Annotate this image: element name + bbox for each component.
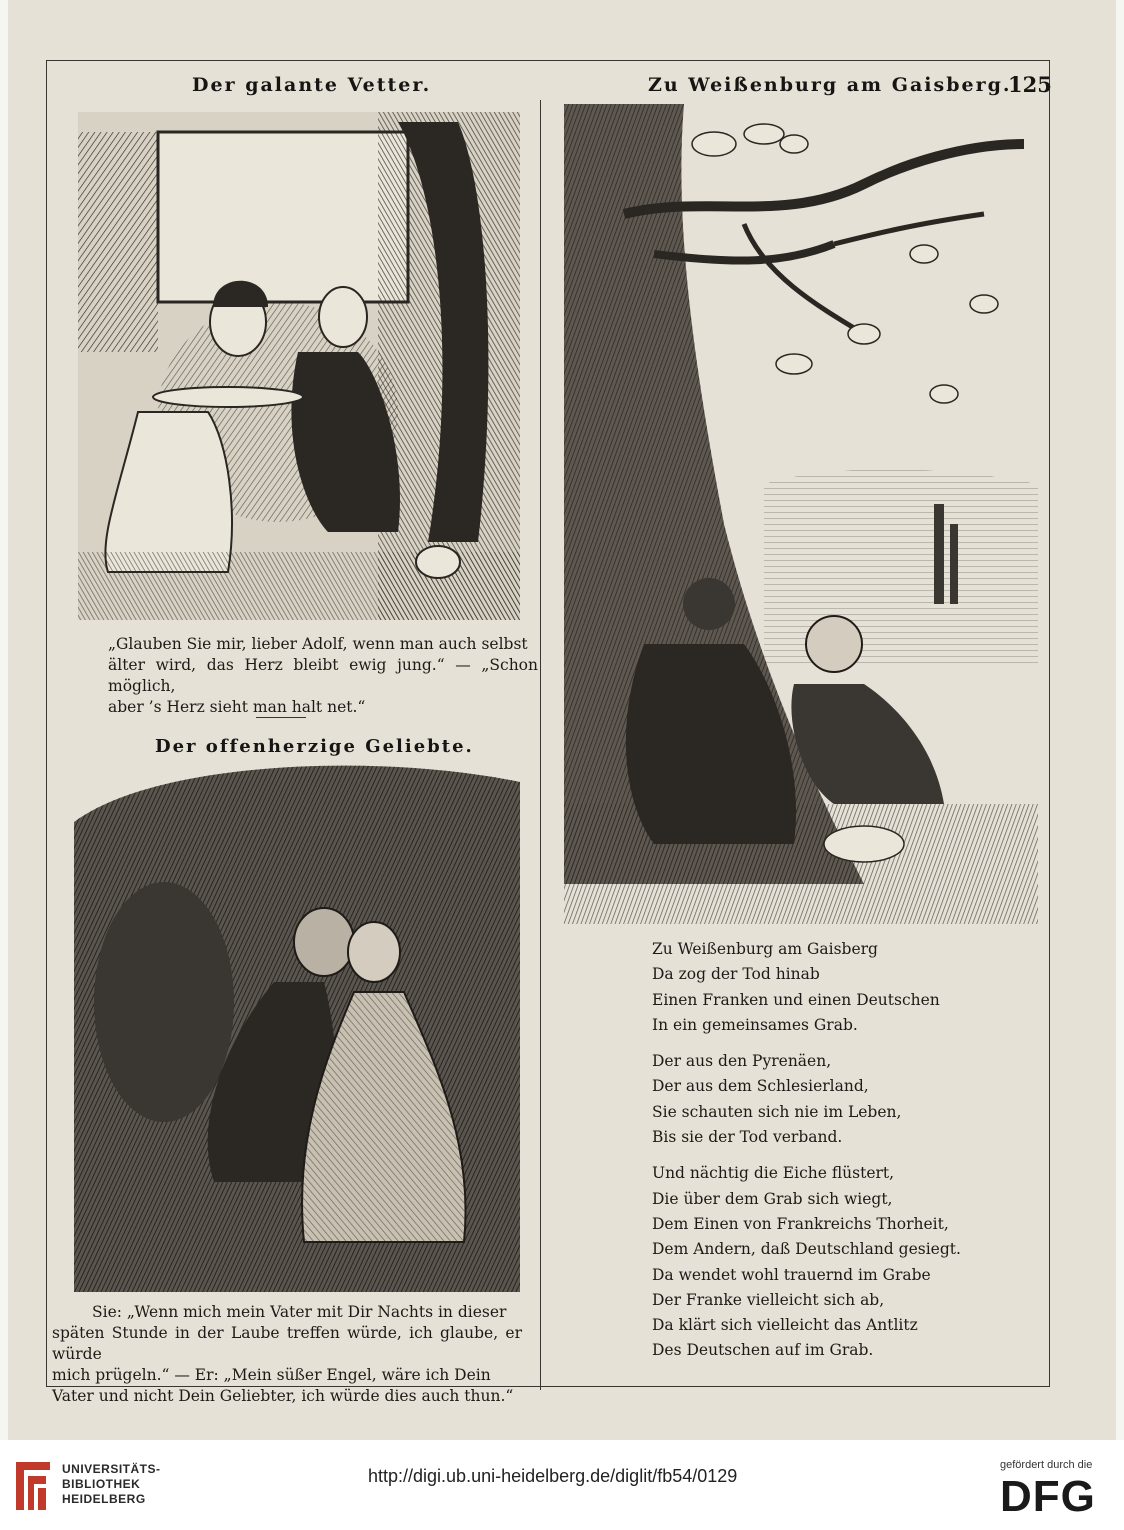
poem-line: Bis sie der Tod verband. — [652, 1128, 843, 1147]
section-title-offenherzige: Der offenherzige Geliebte. — [155, 736, 474, 757]
illustration-oak-tree-grave — [564, 104, 1038, 924]
caption-line: Vater und nicht Dein Geliebter, ich würde dies auch thun.“ — [52, 1387, 514, 1405]
library-name — [62, 1462, 161, 1507]
poem-line: Des Deutschen auf im Grab. — [652, 1341, 874, 1360]
dfg-logo: DFG — [1000, 1472, 1096, 1521]
poem-line: In ein gemeinsames Grab. — [652, 1015, 858, 1034]
poem-line: Die über dem Grab sich wiegt, — [652, 1189, 893, 1208]
poem-stanza-4 — [652, 1263, 952, 1364]
poem-stanza-3 — [652, 1161, 961, 1262]
illustration-couple-at-table — [78, 112, 520, 620]
caption-line: „Glauben Sie mir, lieber Adolf, wenn man auch selbst — [108, 635, 528, 653]
caption-line: aber ’s Herz sieht man halt net.“ — [108, 698, 366, 716]
caption-line: Sie: „Wenn mich mein Vater mit Dir Nachts in dieser — [92, 1303, 507, 1321]
poem-line: Da zog der Tod hinab — [652, 965, 820, 984]
caption-line: älter wird, das Herz bleibt ewig jung.“ — „Schon möglich, — [108, 656, 538, 695]
poem-line: Der aus dem Schlesierland, — [652, 1077, 869, 1096]
poem-line: Dem Einen von Frankreichs Thorheit, — [652, 1214, 949, 1233]
caption-offenherzige — [52, 1302, 522, 1407]
poem-stanza-2 — [652, 1049, 952, 1150]
page-number: 125 — [1008, 72, 1052, 97]
library-name-line: UNIVERSITÄTS- — [62, 1462, 161, 1476]
caption-line: mich prügeln.“ — Er: „Mein süßer Engel, wäre ich Dein — [52, 1366, 491, 1384]
poem-line: Da klärt sich vielleicht das Antlitz — [652, 1316, 918, 1335]
caption-line: späten Stunde in der Laube treffen würde, ich glaube, er würde — [52, 1324, 522, 1363]
section-divider — [256, 717, 306, 718]
poem-line: Einen Franken und einen Deutschen — [652, 990, 940, 1009]
poem-weissenburg — [652, 937, 961, 1375]
column-divider — [540, 100, 541, 1390]
left-column-header: Der galante Vetter. — [192, 74, 432, 96]
poem-stanza-1 — [652, 937, 952, 1038]
caption-galante-vetter — [108, 634, 538, 718]
illustration-lovers-embracing — [74, 762, 520, 1292]
library-logo-icon — [12, 1458, 54, 1514]
poem-line: Da wendet wohl trauernd im Grabe — [652, 1265, 931, 1284]
library-name-line: HEIDELBERG — [62, 1492, 146, 1506]
poem-line: Der Franke vielleicht sich ab, — [652, 1290, 885, 1309]
poem-line: Dem Andern, daß Deutschland gesiegt. — [652, 1240, 961, 1259]
permalink-url[interactable]: http://digi.ub.uni-heidelberg.de/diglit/fb54/0129 — [368, 1466, 738, 1486]
poem-line: Und nächtig die Eiche flüstert, — [652, 1164, 895, 1183]
poem-line: Sie schauten sich nie im Leben, — [652, 1102, 902, 1121]
poem-line: Der aus den Pyrenäen, — [652, 1052, 832, 1071]
library-name-line: BIBLIOTHEK — [62, 1477, 141, 1491]
funding-note: gefördert durch die — [1000, 1459, 1093, 1471]
poem-line: Zu Weißenburg am Gaisberg — [652, 940, 878, 958]
right-column-header: Zu Weißenburg am Gaisberg. — [648, 74, 1012, 96]
